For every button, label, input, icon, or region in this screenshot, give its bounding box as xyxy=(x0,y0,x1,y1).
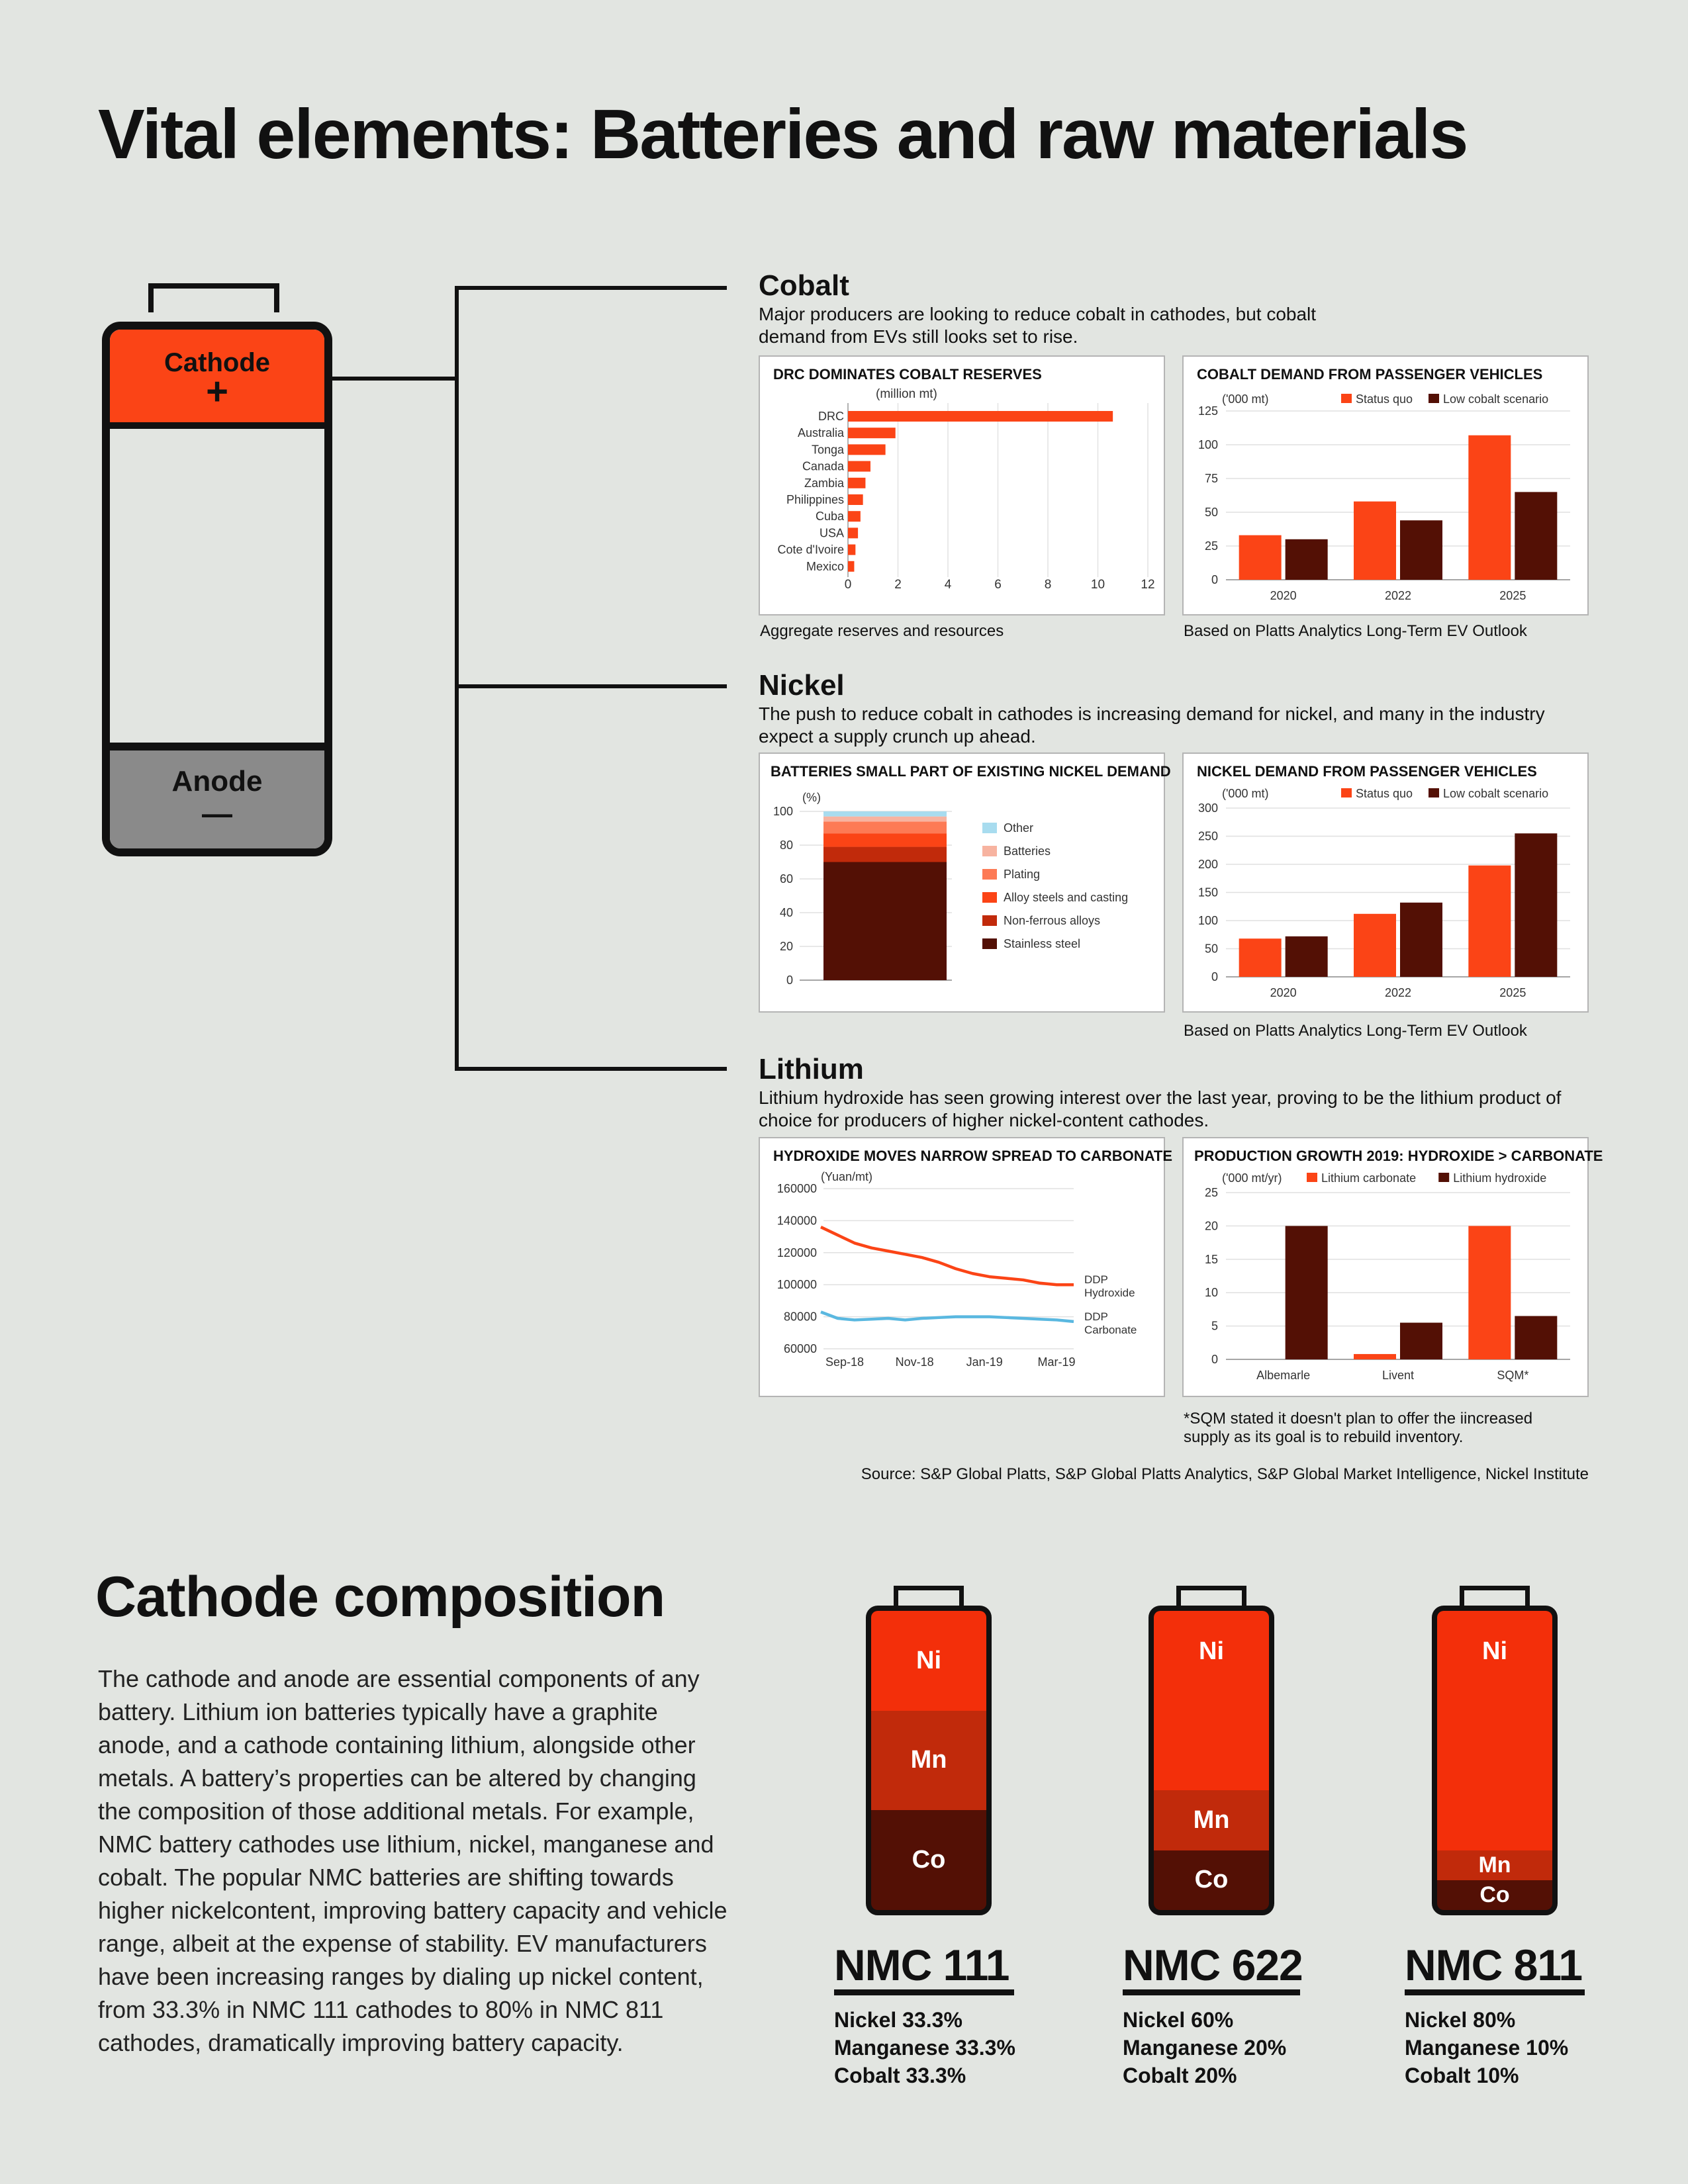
bar xyxy=(1354,502,1396,580)
y-tick-label: 150 xyxy=(1197,886,1218,899)
series-line xyxy=(821,1227,1074,1285)
legend-label: Status quo xyxy=(1356,787,1413,800)
bar xyxy=(1286,1226,1328,1359)
y-tick-label: 0 xyxy=(1211,1353,1218,1366)
y-tick-label: 250 xyxy=(1197,829,1218,843)
legend-label: Low cobalt scenario xyxy=(1443,392,1549,406)
stacked-bar-segment xyxy=(823,862,947,981)
bar xyxy=(848,428,896,438)
lithium-desc: Lithium hydroxide has seen growing interest over the last year, proving to be the lithium product of choice for producers of higher nickel-content cathodes. xyxy=(759,1087,1562,1130)
y-tick-label: 160000 xyxy=(776,1182,817,1195)
chart-nickel-demand-svg xyxy=(1184,754,1590,1014)
nickel-pct: Nickel 33.3% xyxy=(834,2008,962,2032)
y-tick-label: 25 xyxy=(1204,1186,1218,1199)
nmc-name: NMC 622 xyxy=(1123,1940,1303,1989)
legend-swatch xyxy=(982,846,997,856)
bar xyxy=(1286,539,1328,580)
cathode-composition-title: Cathode composition xyxy=(95,1565,665,1629)
battery-terminal xyxy=(894,1586,964,1606)
legend-label: Batteries xyxy=(1004,844,1051,858)
chart-hydroxide-spread xyxy=(759,1137,1173,1397)
bar xyxy=(848,478,865,488)
manganese-label: Mn xyxy=(1478,1852,1511,1878)
plus-icon: + xyxy=(206,370,228,413)
x-tick-label: 2020 xyxy=(1270,986,1297,999)
series-label: Carbonate xyxy=(1084,1323,1137,1336)
x-tick-label: 2022 xyxy=(1384,589,1412,602)
bar xyxy=(1400,1323,1442,1359)
series-label: DDP xyxy=(1084,1310,1108,1323)
nickel-label: Ni xyxy=(1199,1637,1224,1665)
battery-body xyxy=(1149,1606,1274,1915)
legend-swatch xyxy=(1307,1173,1317,1182)
cobalt-desc: Major producers are looking to reduce cobalt in cathodes, but cobalt demand from EVs still looks set to rise. xyxy=(759,304,1317,347)
y-tick-label: 100000 xyxy=(776,1278,817,1292)
y-tick-label: 50 xyxy=(1204,506,1218,519)
y-tick-label: 25 xyxy=(1204,539,1218,553)
cobalt-pct: Cobalt 20% xyxy=(1123,2064,1237,2087)
y-tick-label: 0 xyxy=(786,974,793,987)
category-label: Canada xyxy=(802,459,844,473)
nmc-111-info xyxy=(834,1940,1026,2089)
connector-lines xyxy=(0,0,761,1092)
chart-title: HYDROXIDE MOVES NARROW SPREAD TO CARBONATE xyxy=(773,1148,1173,1164)
legend-label: Low cobalt scenario xyxy=(1443,787,1549,800)
y-tick-label: 80000 xyxy=(783,1310,817,1324)
source-note: Source: S&P Global Platts, S&P Global Platts Analytics, S&P Global Market Intelligence, Nickel Institute xyxy=(861,1465,1589,1483)
manganese-segment xyxy=(871,1711,986,1811)
y-tick-label: 100 xyxy=(1197,438,1218,451)
nmc-811-info xyxy=(1405,1940,1597,2089)
legend-swatch xyxy=(1341,394,1352,403)
x-tick-label: Albemarle xyxy=(1256,1369,1311,1382)
category-label: DRC xyxy=(818,410,844,423)
manganese-pct: Manganese 10% xyxy=(1405,2036,1569,2060)
battery-terminal xyxy=(1460,1586,1530,1606)
chart-production-growth xyxy=(1182,1137,1603,1397)
cobalt-pct: Cobalt 33.3% xyxy=(834,2064,966,2087)
cobalt-segment xyxy=(871,1810,986,1910)
legend-swatch xyxy=(982,892,997,903)
y-tick-label: 200 xyxy=(1197,858,1218,871)
nmc-battery-811 xyxy=(1432,1586,1558,1915)
y-tick-label: 0 xyxy=(1211,970,1218,983)
x-tick-label: 2022 xyxy=(1384,986,1412,999)
axis-unit-label: ('000 mt) xyxy=(1222,787,1269,800)
cobalt-label: Co xyxy=(912,1845,946,1874)
category-label: Cuba xyxy=(815,510,844,523)
category-label: USA xyxy=(819,526,844,540)
category-label: Zambia xyxy=(804,476,844,490)
bar xyxy=(1515,492,1557,580)
cathode-label: Cathode xyxy=(164,348,270,377)
y-tick-label: 20 xyxy=(779,940,793,953)
axis-unit-label: (million mt) xyxy=(876,387,937,401)
y-tick-label: 50 xyxy=(1204,942,1218,956)
bar xyxy=(1468,1226,1511,1359)
y-tick-label: 40 xyxy=(779,906,793,919)
chart-cobalt-demand xyxy=(1182,355,1589,615)
chart-title: PRODUCTION GROWTH 2019: HYDROXIDE > CARBONATE xyxy=(1194,1148,1603,1164)
y-tick-label: 120000 xyxy=(776,1246,817,1259)
bar xyxy=(1515,833,1557,977)
category-label: Tonga xyxy=(811,443,844,457)
bar xyxy=(1400,903,1442,977)
series-label: Hydroxide xyxy=(1084,1287,1135,1300)
x-tick-label: 2020 xyxy=(1270,589,1297,602)
bar xyxy=(1286,936,1328,977)
y-tick-label: 60000 xyxy=(783,1342,817,1355)
x-tick-label: 10 xyxy=(1090,578,1105,592)
nmc-battery-622 xyxy=(1149,1586,1274,1915)
manganese-segment xyxy=(1154,1790,1269,1850)
bar xyxy=(848,561,854,572)
bar xyxy=(848,411,1113,422)
page-title: Vital elements: Batteries and raw materials xyxy=(98,95,1468,173)
legend-label: Other xyxy=(1004,821,1034,835)
cobalt-title: Cobalt xyxy=(759,269,849,302)
manganese-segment xyxy=(1437,1850,1552,1880)
bar xyxy=(1468,866,1511,977)
legend-swatch xyxy=(1429,788,1439,797)
legend-label: Lithium hydroxide xyxy=(1453,1171,1547,1185)
lithium-title: Lithium xyxy=(759,1053,864,1085)
stacked-bar-segment xyxy=(823,833,947,846)
legend-label: Alloy steels and casting xyxy=(1004,891,1129,904)
x-tick-label: 2 xyxy=(894,578,902,592)
y-tick-label: 60 xyxy=(779,872,793,886)
chart-hydroxide-svg xyxy=(760,1138,1166,1398)
y-tick-label: 100 xyxy=(773,805,793,818)
minus-icon: — xyxy=(202,796,232,831)
series-label: DDP xyxy=(1084,1273,1108,1287)
cobalt-segment xyxy=(1437,1880,1552,1910)
nmc-name: NMC 811 xyxy=(1405,1940,1583,1989)
bar xyxy=(1468,435,1511,580)
battery-body xyxy=(866,1606,992,1915)
divider xyxy=(834,1989,1014,1995)
manganese-label: Mn xyxy=(910,1746,947,1774)
nickel-segment xyxy=(871,1611,986,1711)
bar xyxy=(1354,914,1396,977)
stacked-bar-segment xyxy=(823,817,947,822)
nmc-battery-111 xyxy=(866,1586,992,1915)
battery-body xyxy=(1432,1606,1558,1915)
divider xyxy=(1405,1989,1585,1995)
manganese-label: Mn xyxy=(1193,1805,1230,1834)
chart-cobalt-svg xyxy=(1184,357,1590,617)
stacked-bar-segment xyxy=(823,821,947,833)
nickel-segment xyxy=(1437,1611,1552,1850)
bar xyxy=(1239,535,1282,580)
y-tick-label: 10 xyxy=(1204,1286,1218,1300)
legend-swatch xyxy=(982,823,997,833)
y-tick-label: 140000 xyxy=(776,1214,817,1228)
cobalt-left-note: Aggregate reserves and resources xyxy=(760,622,1004,640)
chart-nickel-demand xyxy=(1182,752,1589,1013)
y-tick-label: 125 xyxy=(1197,404,1218,418)
legend-label: Plating xyxy=(1004,868,1041,881)
battery-terminal xyxy=(1176,1586,1246,1606)
lithium-footnote: *SQM stated it doesn't plan to offer the iincreased supply as its goal is to rebuild inventory. xyxy=(1184,1410,1533,1446)
nickel-title: Nickel xyxy=(759,669,845,702)
y-tick-label: 300 xyxy=(1197,801,1218,815)
chart-nickel-share xyxy=(759,752,1171,1013)
legend-label: Stainless steel xyxy=(1004,937,1081,950)
chart-title: DRC DOMINATES COBALT RESERVES xyxy=(773,366,1042,383)
x-tick-label: Jan-19 xyxy=(966,1355,1003,1369)
bar xyxy=(848,444,886,455)
y-tick-label: 100 xyxy=(1197,914,1218,927)
cobalt-right-note: Based on Platts Analytics Long-Term EV Outlook xyxy=(1184,622,1527,640)
divider xyxy=(1123,1989,1300,1995)
x-tick-label: Mar-19 xyxy=(1037,1355,1076,1369)
legend-swatch xyxy=(982,915,997,926)
stacked-bar-segment xyxy=(823,847,947,862)
bar xyxy=(848,527,858,538)
x-tick-label: SQM* xyxy=(1497,1369,1529,1382)
stacked-bar-segment xyxy=(823,811,947,817)
legend-swatch xyxy=(982,869,997,880)
nmc-name: NMC 111 xyxy=(834,1940,1009,1989)
chart-title: NICKEL DEMAND FROM PASSENGER VEHICLES xyxy=(1197,763,1537,780)
bar xyxy=(1239,938,1282,977)
manganese-pct: Manganese 33.3% xyxy=(834,2036,1015,2060)
bar xyxy=(848,545,855,555)
x-tick-label: Nov-18 xyxy=(895,1355,934,1369)
x-tick-label: 2025 xyxy=(1499,589,1526,602)
legend-label: Status quo xyxy=(1356,392,1413,406)
legend-swatch xyxy=(1341,788,1352,797)
nickel-label: Ni xyxy=(916,1646,941,1674)
x-tick-label: 8 xyxy=(1044,578,1052,592)
chart-drc-svg xyxy=(760,357,1166,617)
y-tick-label: 15 xyxy=(1204,1252,1218,1266)
cobalt-label: Co xyxy=(1194,1866,1229,1894)
category-label: Australia xyxy=(797,426,844,440)
nickel-pct: Nickel 80% xyxy=(1405,2008,1516,2032)
x-tick-label: 6 xyxy=(994,578,1002,592)
legend-swatch xyxy=(1429,394,1439,403)
legend-swatch xyxy=(982,938,997,949)
bar xyxy=(1400,520,1442,580)
bar xyxy=(848,494,863,505)
nickel-right-note: Based on Platts Analytics Long-Term EV Outlook xyxy=(1184,1022,1527,1040)
category-label: Philippines xyxy=(786,493,844,506)
y-tick-label: 20 xyxy=(1204,1219,1218,1233)
cobalt-pct: Cobalt 10% xyxy=(1405,2064,1519,2087)
chart-nickel-share-svg xyxy=(760,754,1166,1014)
x-tick-label: Livent xyxy=(1382,1369,1415,1382)
nickel-segment xyxy=(1154,1611,1269,1790)
bar xyxy=(848,461,870,472)
x-tick-label: 4 xyxy=(944,578,952,592)
x-tick-label: 0 xyxy=(844,578,852,592)
nickel-pct: Nickel 60% xyxy=(1123,2008,1234,2032)
chart-title: BATTERIES SMALL PART OF EXISTING NICKEL DEMAND xyxy=(771,763,1171,780)
nmc-622-info xyxy=(1123,1940,1315,2089)
chart-title: COBALT DEMAND FROM PASSENGER VEHICLES xyxy=(1197,366,1543,383)
chart-drc-reserves xyxy=(759,355,1165,615)
anode-label: Anode xyxy=(171,765,263,797)
legend-swatch xyxy=(1438,1173,1449,1182)
axis-unit-label: (Yuan/mt) xyxy=(821,1170,873,1183)
x-tick-label: 2025 xyxy=(1499,986,1526,999)
axis-unit-label: (%) xyxy=(802,791,821,804)
legend-label: Lithium carbonate xyxy=(1321,1171,1417,1185)
x-tick-label: 12 xyxy=(1141,578,1155,592)
nickel-desc: The push to reduce cobalt in cathodes is increasing demand for nickel, and many in the industry expect a supply crunch up ahead. xyxy=(759,704,1545,747)
x-tick-label: Sep-18 xyxy=(825,1355,865,1369)
bar xyxy=(1354,1354,1396,1359)
y-tick-label: 80 xyxy=(779,839,793,852)
category-label: Mexico xyxy=(806,559,844,573)
y-tick-label: 75 xyxy=(1204,472,1218,485)
manganese-pct: Manganese 20% xyxy=(1123,2036,1287,2060)
category-label: Cote d'Ivoire xyxy=(777,543,844,557)
chart-production-svg xyxy=(1184,1138,1590,1398)
y-tick-label: 0 xyxy=(1211,573,1218,586)
cobalt-segment xyxy=(1154,1850,1269,1910)
cathode-composition-body: The cathode and anode are essential components of any battery. Lithium ion batteries typically have a graphite anode, and a cathode containing lithium, alongside other metals. A battery’s properties can be altered by changing the composition of those additional metals. For example, NMC battery cathodes use lithium, nickel, manganese and cobalt. The popular NMC batteries are shifting towards higher nickelcontent, improving battery capacity and vehicle range, albeit at the expense of stability. EV manufacturers have been increasing ranges by dialing up nickel content, from 33.3% in NMC 111 cathodes to 80% in NMC 811 cathodes, dramatically improving battery capacity. xyxy=(98,1665,727,2056)
y-tick-label: 5 xyxy=(1211,1319,1218,1333)
axis-unit-label: ('000 mt/yr) xyxy=(1222,1171,1282,1185)
axis-unit-label: ('000 mt) xyxy=(1222,392,1269,406)
nickel-label: Ni xyxy=(1482,1637,1507,1665)
bar xyxy=(1515,1316,1557,1359)
cobalt-label: Co xyxy=(1479,1882,1510,1908)
legend-label: Non-ferrous alloys xyxy=(1004,914,1101,927)
bar xyxy=(848,511,861,522)
